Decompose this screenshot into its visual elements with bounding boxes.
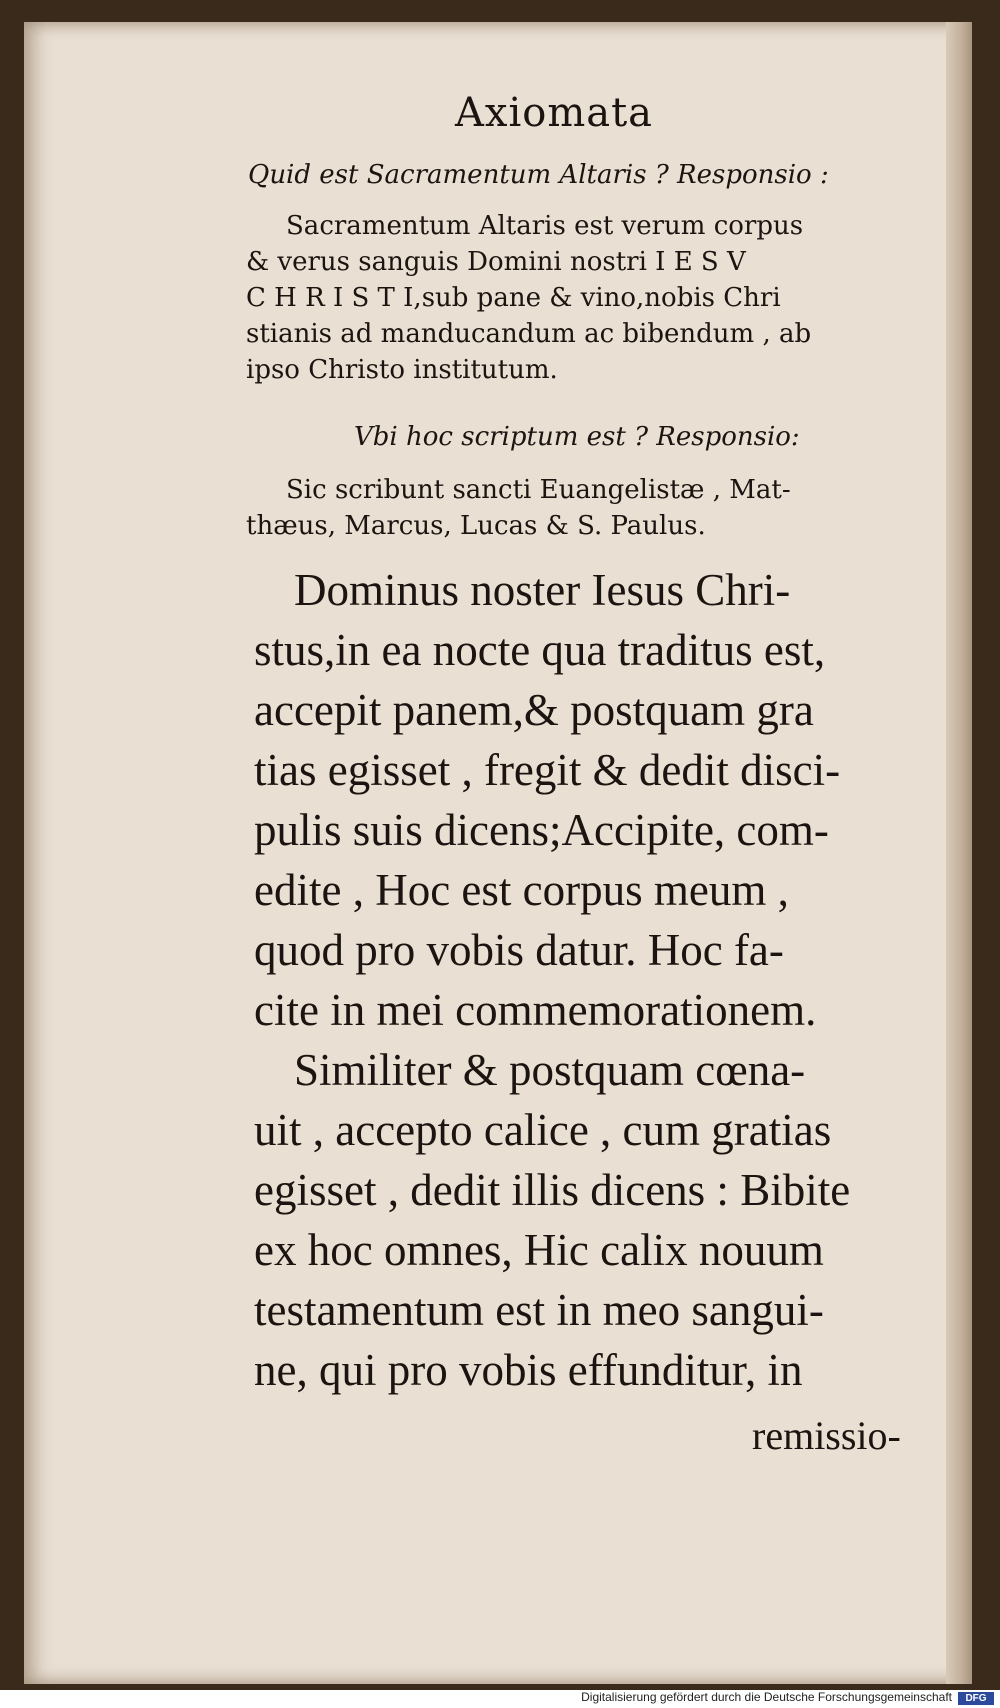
answer-1-line: ipso Christo institutum. — [246, 355, 558, 385]
main-text-line: ne, qui pro vobis effunditur, in — [254, 1345, 803, 1395]
main-text-line: Dominus noster Iesus Chri- — [294, 565, 791, 615]
answer-1-line: & verus sanguis Domini nostri I E S V — [246, 247, 746, 277]
answer-1 — [246, 208, 946, 388]
main-text-line: Similiter & postquam cœna- — [294, 1045, 806, 1095]
answer-1-line: C H R I S T I,sub pane & vino,nobis Chri — [246, 283, 781, 313]
running-head: Axiomata — [455, 90, 654, 136]
main-text-line: uit , accepto calice , cum gratias — [254, 1105, 832, 1155]
main-text — [254, 560, 954, 1400]
main-text-line: egisset , dedit illis dicens : Bibite — [254, 1165, 851, 1215]
answer-2 — [246, 472, 946, 544]
main-text-line: stus,in ea nocte qua traditus est, — [254, 625, 826, 675]
main-text-line: tias egisset , fregit & dedit disci- — [254, 745, 841, 795]
answer-2-line: thæus, Marcus, Lucas & S. Paulus. — [246, 511, 706, 541]
answer-2-line: Sic scribunt sancti Euangelistæ , Mat- — [286, 475, 791, 505]
main-text-line: quod pro vobis datur. Hoc fa- — [254, 925, 784, 975]
answer-1-line: stianis ad manducandum ac bibendum , ab — [246, 319, 812, 349]
question-2: Vbi hoc scriptum est ? Responsio: — [354, 422, 800, 452]
main-text-line: accepit panem,& postquam gra — [254, 685, 814, 735]
dfg-logo[interactable]: DFG — [958, 1692, 994, 1705]
footer-bar — [0, 1690, 1000, 1708]
catchword: remissio- — [752, 1413, 901, 1458]
main-text-line: testamentum est in meo sangui- — [254, 1285, 824, 1335]
main-text-line: edite , Hoc est corpus meum , — [254, 865, 789, 915]
main-text-line: cite in mei commemorationem. — [254, 985, 817, 1035]
main-text-line: ex hoc omnes, Hic calix nouum — [254, 1225, 824, 1275]
answer-1-line: Sacramentum Altaris est verum corpus — [286, 211, 804, 241]
funding-credit: Digitalisierung gefördert durch die Deutsche Forschungsgemeinschaft — [581, 1690, 952, 1704]
main-text-line: pulis suis dicens;Accipite, com- — [254, 805, 829, 855]
question-1: Quid est Sacramentum Altaris ? Responsio : — [248, 160, 829, 190]
